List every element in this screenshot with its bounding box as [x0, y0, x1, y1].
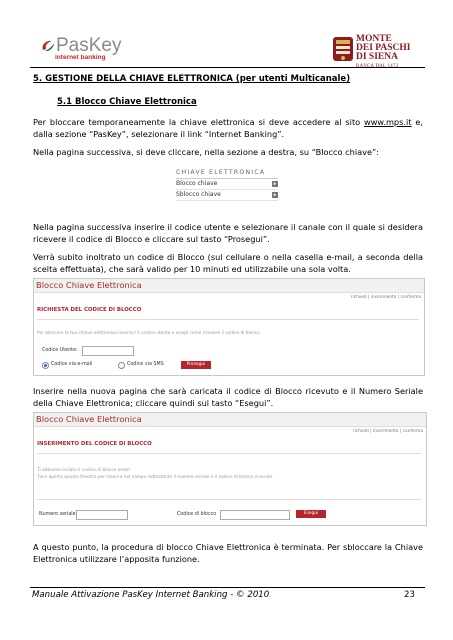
- bank-logo-text: [356, 35, 410, 71]
- paragraph-termine: A questo punto, la procedura di blocco Chiave Elettronica è terminata. Per sbloccare la Chiave Elettronica utilizzare l’apposita funzione.: [33, 542, 423, 564]
- bank-name-line1: MONTE: [356, 34, 392, 44]
- chiave-elettronica-panel: [176, 168, 278, 210]
- divider: [37, 453, 421, 454]
- divider: [37, 319, 419, 320]
- serial-number-label: Numero seriale: [39, 512, 76, 517]
- screen-richiesta-codice: [33, 278, 425, 376]
- footer-title: Manuale Attivazione PasKey Internet Banking - © 2010: [32, 590, 270, 600]
- panel-title: CHIAVE ELETTRONICA: [176, 168, 278, 179]
- bank-name-line3: DI SIENA: [356, 52, 398, 62]
- prosegui-button[interactable]: Prosegui: [181, 361, 211, 369]
- option-email-label: Codice via e-mail: [51, 362, 93, 367]
- radio-email[interactable]: [42, 362, 49, 369]
- radio-sms[interactable]: [118, 362, 125, 369]
- option-sms-label: Codice via SMS: [127, 362, 164, 367]
- paragraph-codice-blocco: Verrà subito inoltrato un codice di Blocco (sul cellulare o nella casella e-mail, a seconda della scelta effettuata), che sarà valido per 10 minuti ed utilizzabile una sola volta.: [33, 252, 423, 274]
- paragraph-codice-utente: Nella pagina successiva inserire il codice utente e selezionare il canale con il quale si desidera ricevere il codice di Blocco e cliccare sul tasto “Prosegui”.: [33, 222, 423, 244]
- mps-site-link[interactable]: www.mps.it: [364, 117, 412, 127]
- bank-since: BANCA DAL 1472: [356, 64, 399, 69]
- p1-text-pre: Per bloccare temporaneamente la chiave elettronica si deve accedere al sito: [33, 117, 365, 127]
- screen-description: Per bloccare la tua chiave elettronica inserisci il codice utente e scegli come ricevere il codice di blocco.: [37, 331, 262, 336]
- header-divider: [30, 67, 425, 68]
- bank-name-line2: DEI PASCHI: [356, 43, 411, 53]
- screen-inserimento-codice: [33, 412, 427, 526]
- menu-item-label: Sblocco chiave: [176, 191, 221, 198]
- screen-title: Blocco Chiave Elettronica: [34, 279, 424, 293]
- paragraph-inserimento: Inserire nella nuova pagina che sarà caricata il codice di Blocco ricevuto e il Numero Seriale della Chiave Elettronica; cliccare quindi sul tasto “Esegui”.: [33, 386, 423, 408]
- footer-divider: [30, 587, 425, 588]
- paskey-logo: [40, 35, 121, 61]
- subsection-heading: 5.1 Blocco Chiave Elettronica: [57, 97, 197, 107]
- serial-number-input[interactable]: [76, 510, 128, 520]
- step-links[interactable]: richiedi | inserimento | conferma: [352, 429, 423, 434]
- menu-item-label: Blocco chiave: [176, 180, 218, 187]
- user-code-label: Codice Utente:: [42, 348, 78, 353]
- section-title: INSERIMENTO DEL CODICE DI BLOCCO: [37, 441, 152, 447]
- paskey-swirl-icon: [40, 38, 56, 54]
- paragraph-access: [33, 117, 423, 140]
- screen-title: Blocco Chiave Elettronica: [34, 413, 426, 427]
- step-links[interactable]: richiedi | inserimento | conferma: [350, 295, 421, 300]
- page-number: 23: [404, 590, 415, 600]
- arrow-right-icon: ▸: [273, 181, 277, 187]
- esegui-button[interactable]: Esegui: [296, 510, 326, 518]
- block-code-label: Codice di blocco: [177, 512, 217, 517]
- section-title: RICHIESTA DEL CODICE DI BLOCCO: [37, 307, 142, 313]
- screen-description-2: Tieni aperta questa finestra per inserire nel campo sottostante il numero seriale e il codice di blocco ricevuto.: [37, 475, 274, 480]
- paragraph-blocco-chiave: Nella pagina successiva, si deve cliccare, nella sezione a destra, su “Blocco chiave”:: [33, 147, 380, 157]
- arrow-right-icon: ▸: [273, 192, 277, 198]
- menu-item-blocco-chiave[interactable]: [176, 179, 278, 190]
- paskey-subtitle: internet banking: [55, 54, 106, 61]
- user-code-input[interactable]: [82, 346, 134, 356]
- p1-text-post: e, dalla sezione “PasKey”, selezionare il link “Internet Banking”.: [33, 117, 423, 139]
- block-code-input[interactable]: [220, 510, 290, 520]
- paskey-brand: PasKey: [56, 35, 122, 56]
- screen-description-1: Ti abbiamo inviato il codice di blocco email.: [37, 468, 131, 473]
- bank-crest-icon: [331, 35, 355, 63]
- menu-item-sblocco-chiave[interactable]: [176, 190, 278, 201]
- section-heading: 5. GESTIONE DELLA CHIAVE ELETTRONICA (per utenti Multicanale): [33, 74, 351, 84]
- divider: [37, 499, 421, 500]
